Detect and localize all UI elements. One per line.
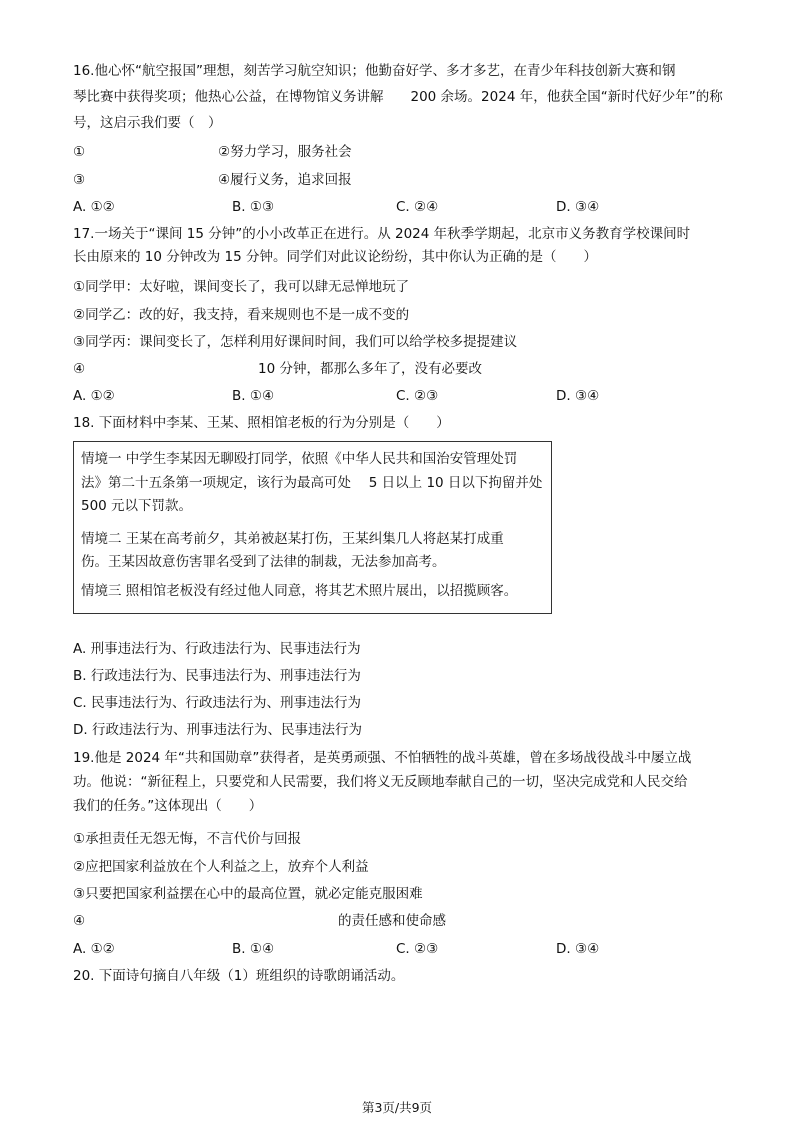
q18-option-a: A. 刑事违法行为、行政违法行为、民事违法行为 [73, 641, 361, 657]
q17-option-a: A. ①② [73, 388, 115, 404]
q20-stem: 20. 下面诗句摘自八年级（1）班组织的诗歌朗诵活动。 [73, 968, 405, 984]
q19-item-2: ②应把国家利益放在个人利益之上，放弃个人利益 [73, 859, 369, 875]
q17-stem-line-1: 17.一场关于“课间 15 分钟”的小小改革正在进行。从 2024 年秋季学期起，北京市义务教育学校课间时 [73, 226, 691, 242]
q18-box-line-2: 法》第二十五条第一项规定，该行为最高可处 5 日以上 10 日以下拘留并处 [81, 475, 543, 491]
q19-item-3: ③只要把国家利益摆在心中的最高位置，就必定能克服困难 [73, 886, 423, 902]
q17-option-c: C. ②③ [396, 388, 439, 404]
q19-option-b: B. ①④ [232, 941, 275, 957]
q18-box-line-4: 情境二 王某在高考前夕，其弟被赵某打伤，王某纠集几人将赵某打成重 [81, 531, 504, 547]
q16-item-3: ③ [73, 172, 86, 188]
q19-option-d: D. ③④ [556, 941, 600, 957]
q16-option-a: A. ①② [73, 199, 115, 215]
q18-material-box [73, 441, 552, 614]
q19-stem-line-1: 19.他是 2024 年“共和国勋章”获得者，是英勇顽强、不怕牺牲的战斗英雄，曾在多场战役战斗中屡立战 [73, 750, 692, 766]
q16-item-2: ②努力学习，服务社会 [218, 144, 352, 160]
q16-stem-line-1: 16.他心怀“航空报国”理想，刻苦学习航空知识；他勤奋好学、多才多艺，在青少年科技创新大赛和钢 [73, 63, 676, 79]
q18-box-line-6: 情境三 照相馆老板没有经过他人同意，将其艺术照片展出，以招揽顾客。 [81, 583, 518, 599]
q18-box-line-3: 500 元以下罚款。 [81, 498, 193, 514]
q16-item-1: ① [73, 144, 86, 160]
page-footer: 第3页/共9页 [361, 1100, 433, 1115]
q19-stem-line-2: 功。他说：“新征程上，只要党和人民需要，我们将义无反顾地奉献自己的一切，坚决完成党和人民交给 [73, 774, 688, 790]
q19-option-c: C. ②③ [396, 941, 439, 957]
q18-option-c: C. 民事违法行为、行政违法行为、刑事违法行为 [73, 695, 362, 711]
q17-item-1: ①同学甲：太好啦，课间变长了，我可以肆无忌惮地玩了 [73, 279, 410, 295]
q18-stem: 18. 下面材料中李某、王某、照相馆老板的行为分别是（ ） [73, 415, 450, 431]
q18-box-line-5: 伤。王某因故意伤害罪名受到了法律的制裁，无法参加高考。 [81, 554, 446, 570]
q18-option-b: B. 行政违法行为、民事违法行为、刑事违法行为 [73, 668, 361, 684]
q17-stem-line-2: 长由原来的 10 分钟改为 15 分钟。同学们对此议论纷纷，其中你认为正确的是（ ） [73, 249, 598, 265]
q17-option-b: B. ①④ [232, 388, 275, 404]
q19-item-4: ④ [73, 913, 86, 929]
q18-option-d: D. 行政违法行为、刑事违法行为、民事违法行为 [73, 722, 362, 738]
q16-stem-line-2: 琴比赛中获得奖项；他热心公益，在博物馆义务讲解 200 余场。2024 年，他获全国“新时代好少年”的称 [73, 89, 723, 105]
q17-option-d: D. ③④ [556, 388, 600, 404]
q19-option-a: A. ①② [73, 941, 115, 957]
q17-item-4: ④ [73, 361, 86, 377]
q16-option-c: C. ②④ [396, 199, 439, 215]
q16-stem-line-3: 号，这启示我们要（ ） [73, 115, 222, 131]
q19-item-4-text: 的责任感和使命感 [338, 913, 446, 929]
q18-box-line-1: 情境一 中学生李某因无聊殴打同学，依照《中华人民共和国治安管理处罚 [81, 451, 518, 467]
q16-item-4: ④履行义务，追求回报 [218, 172, 352, 188]
q17-item-3: ③同学丙：课间变长了，怎样利用好课间时间，我们可以给学校多提提建议 [73, 334, 518, 350]
q19-stem-line-3: 我们的任务。”这体现出（ ） [73, 798, 263, 814]
q17-item-2: ②同学乙：改的好，我支持，看来规则也不是一成不变的 [73, 307, 410, 323]
q19-item-1: ①承担责任无怨无悔，不言代价与回报 [73, 831, 302, 847]
q17-item-4-text: 10 分钟，都那么多年了，没有必要改 [258, 361, 482, 377]
q16-option-d: D. ③④ [556, 199, 600, 215]
q16-option-b: B. ①③ [232, 199, 275, 215]
